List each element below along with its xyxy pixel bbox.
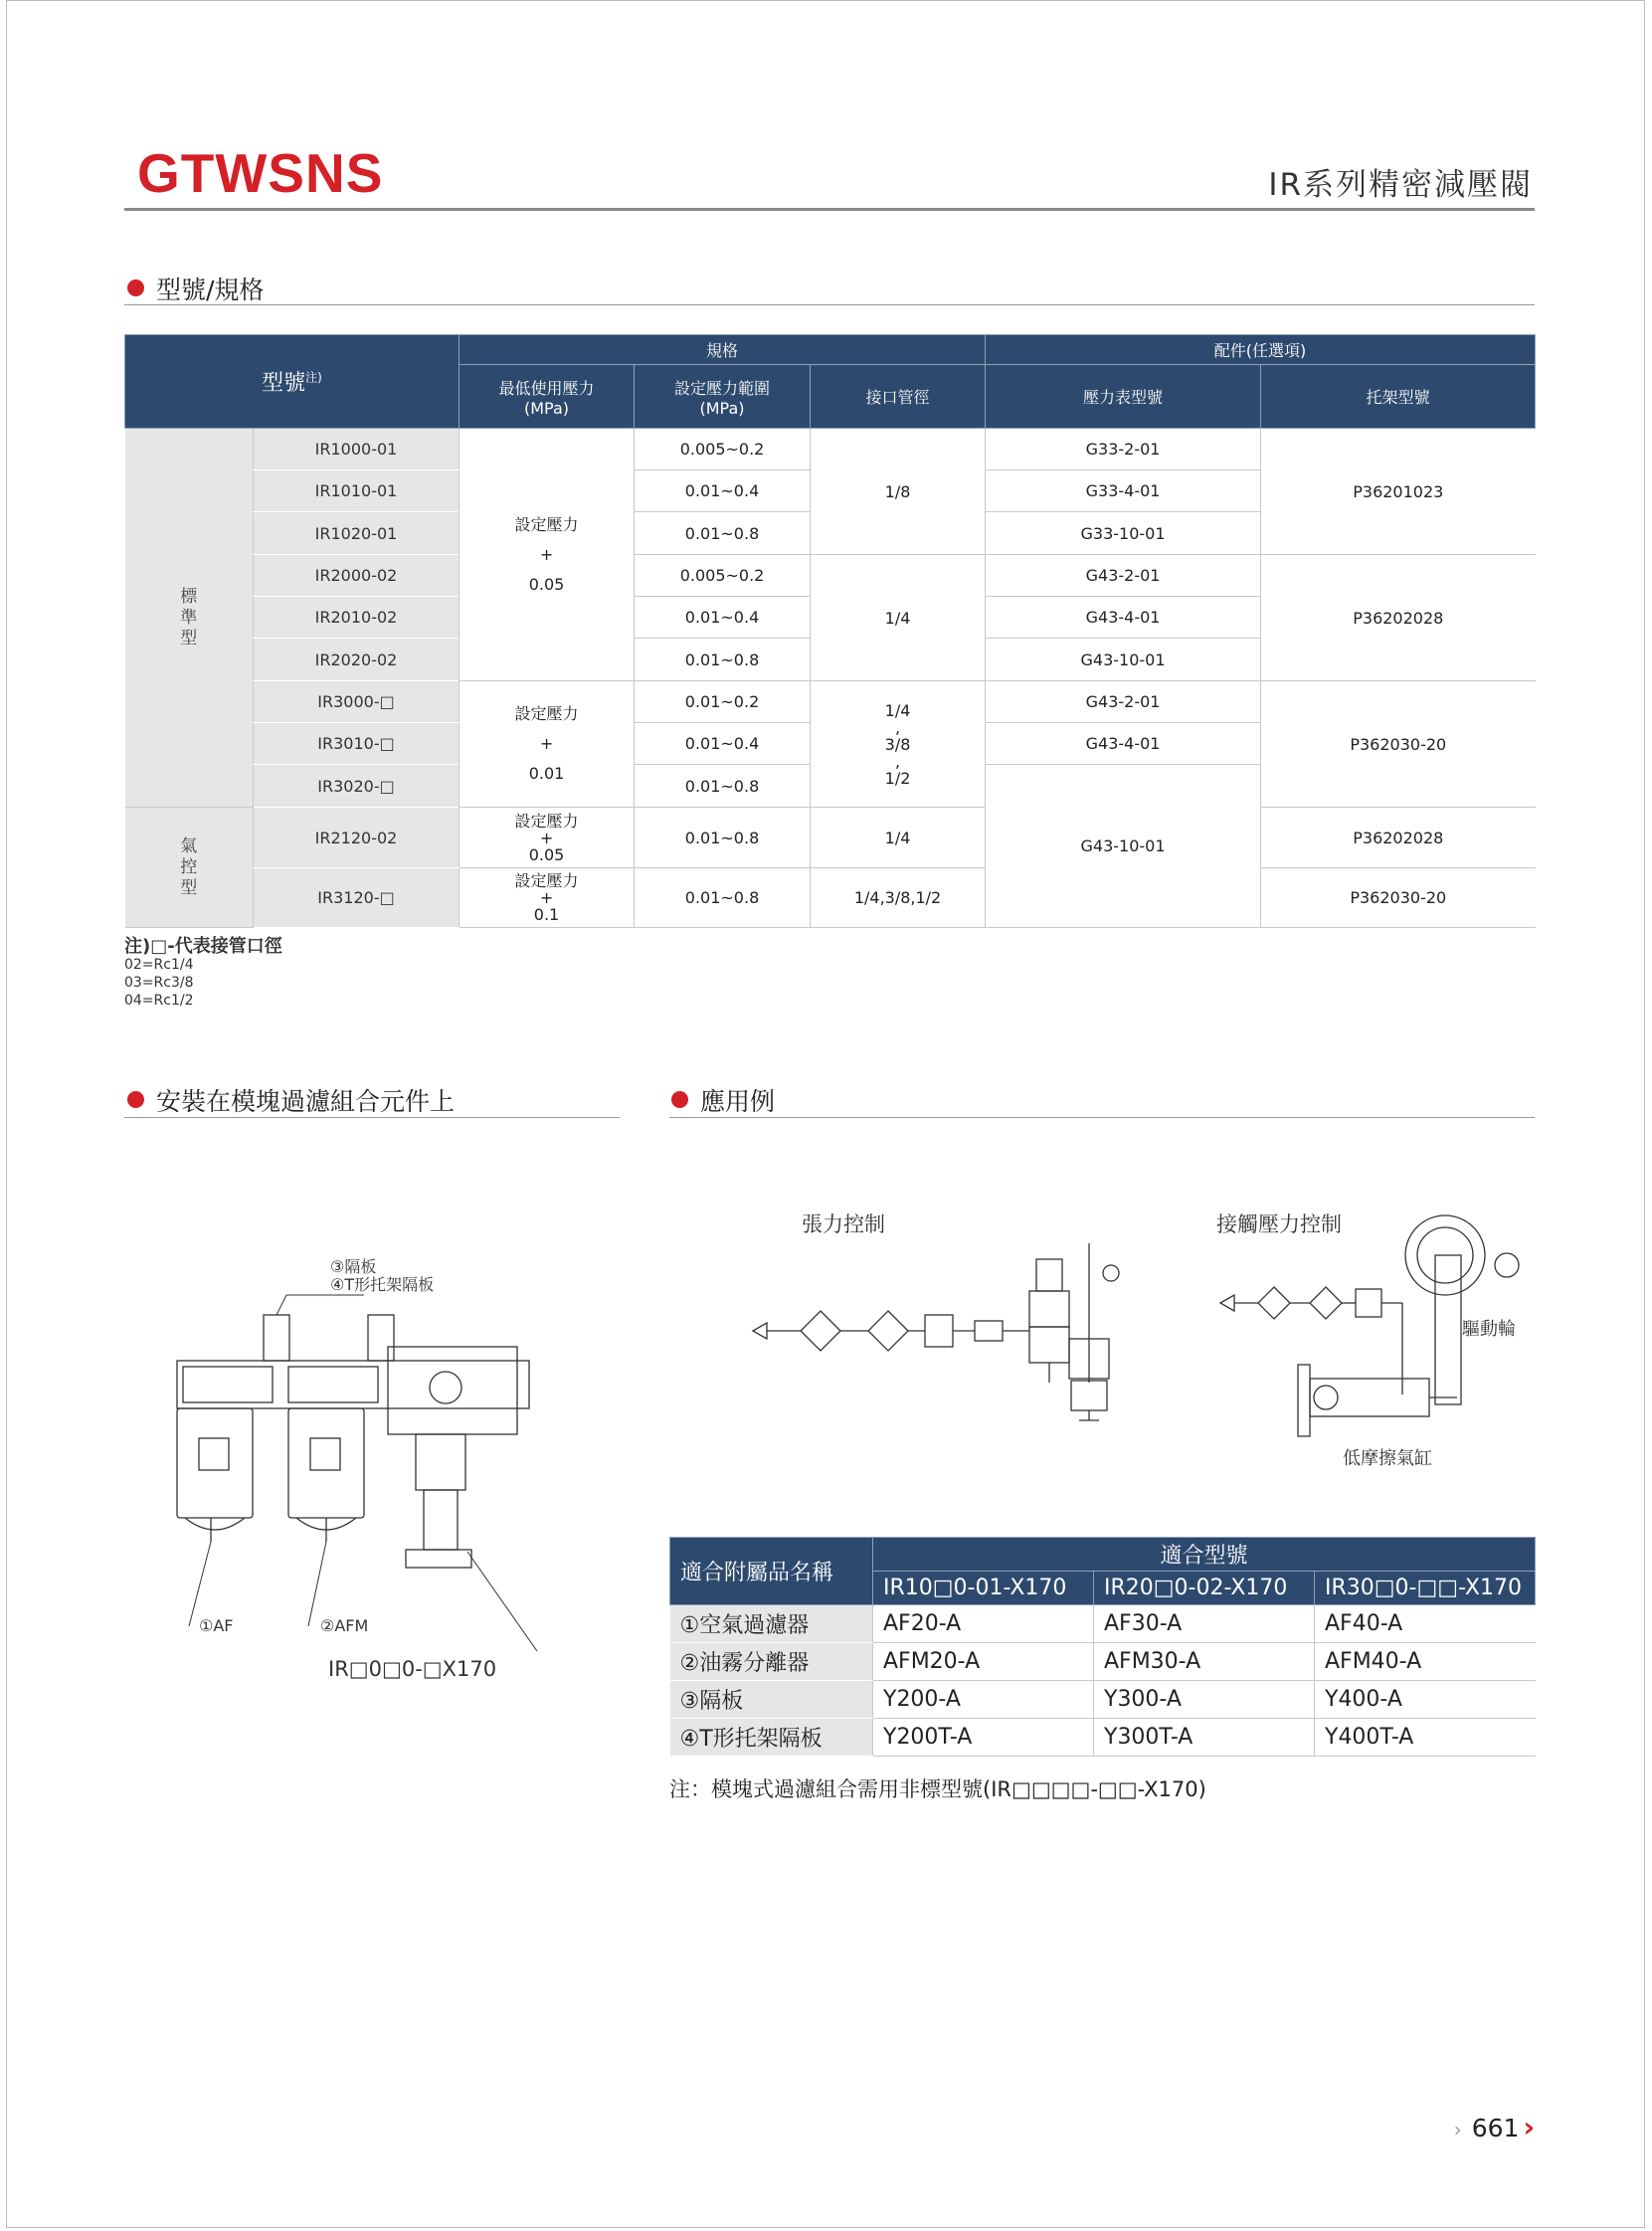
range-cell: 0.01~0.4: [635, 597, 811, 639]
model-cell: IR3020-□: [254, 765, 459, 808]
group-pilot: 氣 控 型: [125, 808, 254, 928]
bracket-cell: P36202028: [1261, 808, 1536, 868]
model-cell: IR1010-01: [254, 470, 459, 512]
section-divider: [124, 1117, 620, 1118]
bracket-cell: P36201023: [1261, 429, 1536, 555]
model-cell: IR2000-02: [254, 555, 459, 597]
range-cell: 0.005~0.2: [635, 555, 811, 597]
accessory-note: 注：模塊式過濾組合需用非標型號(IR□□□□-□□-X170): [669, 1777, 1206, 1801]
min-pressure-cell: 設定壓力 + 0.05: [459, 429, 635, 681]
header-compatible-models: 適合型號: [873, 1538, 1536, 1572]
port-cell: 1/8: [811, 429, 986, 555]
spec-notes: 注)□-代表接管口徑 02=Rc1/4 03=Rc3/8 04=Rc1/2: [124, 936, 282, 1009]
tension-control-circuit: [751, 1243, 1189, 1432]
accessory-name: ③隔板: [670, 1681, 873, 1719]
accessory-value: Y400-A: [1315, 1681, 1536, 1719]
bullet-icon: [127, 279, 144, 296]
label-assembly-model: IR□0□0-□X170: [328, 1657, 497, 1681]
header-model-col: IR10□0-01-X170: [873, 1572, 1094, 1605]
accessory-table: [669, 1537, 1536, 1757]
min-pressure-cell: 設定壓力 + 0.01: [459, 681, 635, 808]
header-accessory-group: 配件(任選項): [986, 335, 1536, 365]
accessory-value: AFM20-A: [873, 1643, 1094, 1681]
range-cell: 0.01~0.8: [635, 765, 811, 808]
range-cell: 0.01~0.4: [635, 723, 811, 765]
header-set-range: 設定壓力範圍 (MPa): [635, 365, 811, 429]
header-model-col: IR30□0-□□-X170: [1315, 1572, 1536, 1605]
model-cell: IR2020-02: [254, 639, 459, 681]
gauge-cell: G43-2-01: [986, 555, 1261, 597]
gauge-cell: G33-10-01: [986, 512, 1261, 555]
port-cell: 1/4,3/8,1/2: [811, 868, 986, 928]
label-afm: ②AFM: [320, 1616, 369, 1635]
bullet-icon: [671, 1091, 688, 1108]
model-cell: IR2010-02: [254, 597, 459, 639]
section-divider: [669, 1117, 1535, 1118]
group-standard: 標 準 型: [125, 429, 254, 808]
model-cell: IR3000-□: [254, 681, 459, 723]
label-contact-pressure-control: 接觸壓力控制: [1216, 1212, 1342, 1236]
accessory-value: AF40-A: [1315, 1605, 1536, 1643]
header-model: 型號$^{注)}$: [125, 335, 459, 429]
header-spec-group: 規格: [459, 335, 986, 365]
model-cell: IR1000-01: [254, 429, 459, 470]
accessory-name: ④T形托架隔板: [670, 1719, 873, 1757]
section-heading-spec: 型號/規格: [127, 271, 264, 306]
accessory-name: ②油霧分離器: [670, 1643, 873, 1681]
accessory-value: AF30-A: [1094, 1605, 1315, 1643]
bracket-cell: P362030-20: [1261, 868, 1536, 928]
model-cell: IR1020-01: [254, 512, 459, 555]
range-cell: 0.01~0.8: [635, 512, 811, 555]
header-divider: [124, 208, 1535, 211]
min-pressure-cell: 設定壓力 + 0.05: [459, 808, 635, 868]
label-partition-and-bracket: ③隔板 ④T形托架隔板: [330, 1257, 435, 1294]
header-port: 接口管徑: [811, 365, 986, 429]
gauge-cell: G33-2-01: [986, 429, 1261, 470]
range-cell: 0.005~0.2: [635, 429, 811, 470]
chevron-right-icon: ›: [1453, 2118, 1462, 2141]
port-cell: 1/4: [811, 808, 986, 868]
bullet-icon: [127, 1091, 144, 1108]
range-cell: 0.01~0.4: [635, 470, 811, 512]
header-min-pressure: 最低使用壓力 (MPa): [459, 365, 635, 429]
accessory-value: Y200T-A: [873, 1719, 1094, 1757]
range-cell: 0.01~0.8: [635, 808, 811, 868]
port-cell: 1/4 , 3/8 , 1/2: [811, 681, 986, 808]
accessory-value: AF20-A: [873, 1605, 1094, 1643]
header-model-col: IR20□0-02-X170: [1094, 1572, 1315, 1605]
chevron-right-icon: ›: [1523, 2111, 1535, 2143]
accessory-value: AFM40-A: [1315, 1643, 1536, 1681]
section-divider: [124, 304, 1535, 305]
gauge-cell: G43-4-01: [986, 723, 1261, 765]
bracket-cell: P362030-20: [1261, 681, 1536, 808]
model-cell: IR2120-02: [254, 808, 459, 868]
range-cell: 0.01~0.8: [635, 868, 811, 928]
gauge-cell: G43-10-01: [986, 765, 1261, 928]
accessory-value: Y300-A: [1094, 1681, 1315, 1719]
header-bracket: 托架型號: [1261, 365, 1536, 429]
accessory-value: Y200-A: [873, 1681, 1094, 1719]
section-heading-application: 應用例: [671, 1082, 775, 1118]
label-drive-wheel: 驅動輪: [1462, 1319, 1516, 1340]
gauge-cell: G43-4-01: [986, 597, 1261, 639]
model-cell: IR3010-□: [254, 723, 459, 765]
accessory-value: AFM30-A: [1094, 1643, 1315, 1681]
accessory-name: ①空氣過濾器: [670, 1605, 873, 1643]
gauge-cell: G33-4-01: [986, 470, 1261, 512]
label-af: ①AF: [199, 1616, 234, 1635]
gauge-cell: G43-10-01: [986, 639, 1261, 681]
range-cell: 0.01~0.2: [635, 681, 811, 723]
modular-filter-assembly-drawing: [169, 1243, 557, 1661]
header-gauge: 壓力表型號: [986, 365, 1261, 429]
range-cell: 0.01~0.8: [635, 639, 811, 681]
accessory-value: Y300T-A: [1094, 1719, 1315, 1757]
section-heading-mount: 安裝在模塊過濾組合元件上: [127, 1082, 455, 1118]
header-accessory-name: 適合附屬品名稱: [670, 1538, 873, 1605]
accessory-value: Y400T-A: [1315, 1719, 1536, 1757]
gauge-cell: G43-2-01: [986, 681, 1261, 723]
page-title: IR系列精密減壓閥: [1268, 167, 1533, 203]
min-pressure-cell: 設定壓力 + 0.1: [459, 868, 635, 928]
label-tension-control: 張力控制: [802, 1212, 885, 1236]
port-cell: 1/4: [811, 555, 986, 681]
spec-table: [124, 334, 1536, 928]
model-cell: IR3120-□: [254, 868, 459, 928]
label-low-friction-cylinder: 低摩擦氣缸: [1343, 1448, 1432, 1469]
page-number: › 661 ›: [1453, 2111, 1535, 2143]
brand-logo: GTWSNS: [137, 142, 384, 204]
bracket-cell: P36202028: [1261, 555, 1536, 681]
